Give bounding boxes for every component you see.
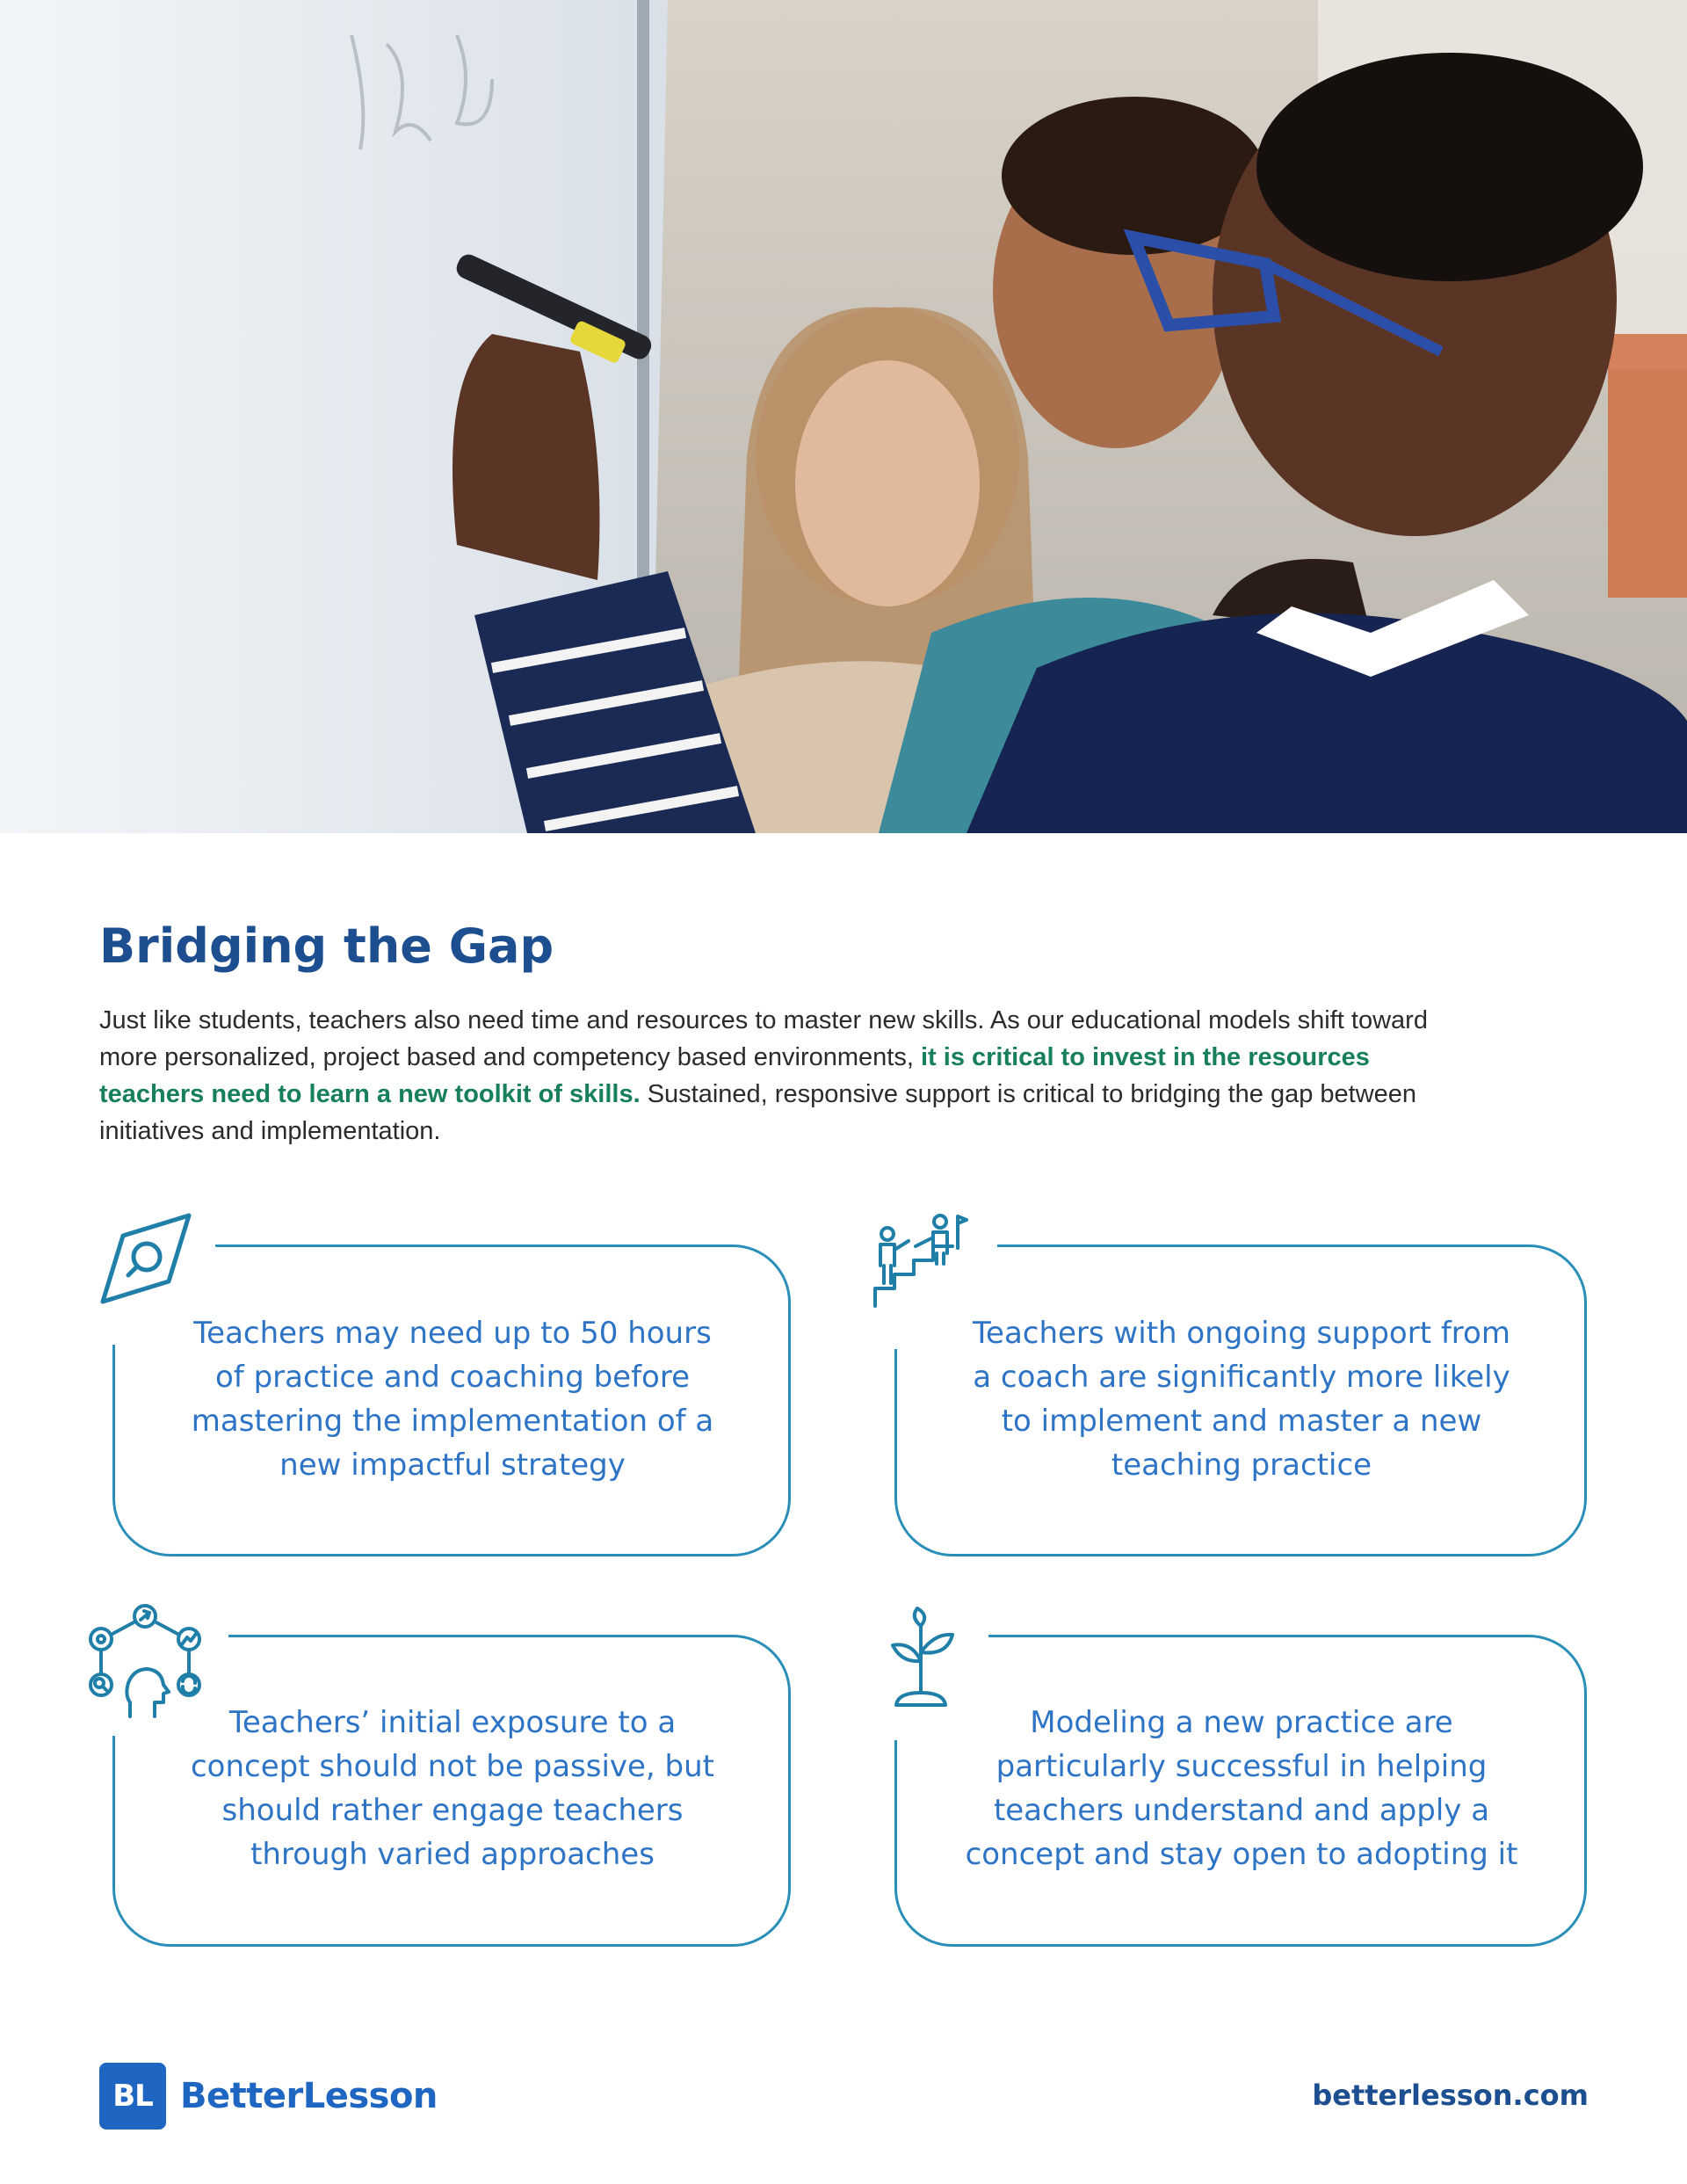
betterlesson-logo[interactable] (99, 2063, 438, 2130)
stat-card-3-text: Teachers’ initial exposure to a concept should not be passive, but should rather engage teachers through varied approaches (190, 1705, 715, 1872)
stat-card-4-text: Modeling a new practice are particularly successful in helping teachers understand and apply a concept and stay open to adopting it (965, 1705, 1518, 1872)
students-at-whiteboard-illustration (0, 0, 1687, 833)
page-title: Bridging the Gap (99, 918, 554, 974)
hero-photo (0, 0, 1687, 833)
logo-mark: BL (99, 2063, 166, 2130)
intro-paragraph (99, 1002, 1479, 1150)
growing-plant-icon (884, 1607, 958, 1709)
stat-card-2-text: Teachers with ongoing support from a coach are significantly more likely to implement and master a new teaching practice (973, 1316, 1510, 1483)
stat-card-1-text: Teachers may need up to 50 hours of practice and coaching before mastering the implementation of a new impactful strategy (191, 1316, 714, 1483)
logo-wordmark: BetterLesson (180, 2076, 438, 2116)
intro-text-part2: Sustained, responsive support is critical to bridging the gap between initiatives and implementation. (99, 1080, 1417, 1145)
compass-search-icon (98, 1211, 195, 1308)
people-climbing-stairs-icon (872, 1213, 970, 1310)
website-link[interactable]: betterlesson.com (1312, 2079, 1589, 2112)
intro-text-part1: Just like students, teachers also need time and resources to master new skills. As our educational models shift toward more personalized, project based and competency based environments, (99, 1006, 1428, 1071)
intro-highlight: it is critical to invest in the resources teachers need to learn a new toolkit of skills. (99, 1043, 1370, 1108)
